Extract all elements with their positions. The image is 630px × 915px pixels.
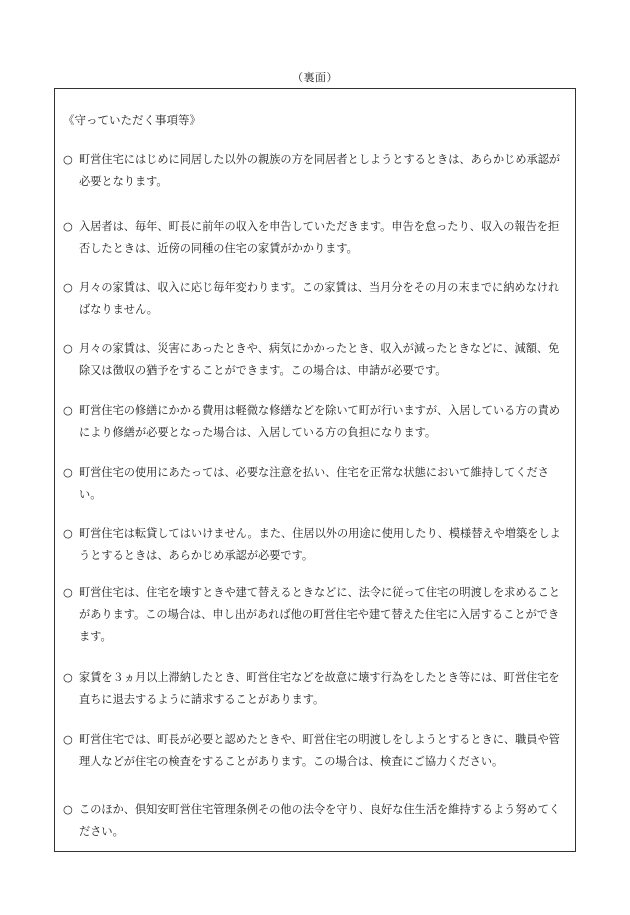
- bullet-circle-icon: ○: [63, 404, 73, 417]
- rule-item-9: [63, 667, 563, 711]
- section-heading: 《守っていただく事項等》: [63, 113, 201, 127]
- page-side-label: （裏面）: [292, 71, 338, 84]
- rule-item-5: [63, 400, 563, 444]
- rule-text: 町営住宅は転貸してはいけません。また、住居以外の用途に使用したり、模様替えや増築をしようとするときは、あらかじめ承認が必要です。: [79, 527, 561, 562]
- bullet-circle-icon: ○: [63, 527, 73, 540]
- bullet-circle-icon: ○: [63, 803, 73, 816]
- rule-text: 月々の家賃は、収入に応じ毎年変わります。この家賃は、当月分をその月の末までに納めなければなりません。: [79, 281, 560, 316]
- rule-item-1: [63, 149, 563, 193]
- rule-text: 家賃を３ヵ月以上滞納したとき、町営住宅などを故意に壊す行為をしたとき等には、町営住宅を直ちに退去するように請求することがあります。: [79, 671, 560, 706]
- rule-item-10: [63, 729, 563, 773]
- rule-item-11: [63, 799, 563, 843]
- bullet-circle-icon: ○: [63, 153, 73, 166]
- bullet-circle-icon: ○: [63, 281, 73, 294]
- bullet-circle-icon: ○: [63, 671, 73, 684]
- rule-text: 町営住宅の修繕にかかる費用は軽微な修繕などを除いて町が行いますが、入居している方の責めにより修繕が必要となった場合は、入居している方の負担になります。: [79, 404, 561, 439]
- rule-text: 町営住宅の使用にあたっては、必要な注意を払い、住宅を正常な状態において維持してください。: [79, 466, 549, 501]
- bullet-circle-icon: ○: [63, 586, 73, 599]
- rule-text: このほか、倶知安町営住宅管理条例その他の法令を守り、良好な住生活を維持するよう努めてください。: [79, 803, 561, 838]
- rule-item-3: [63, 277, 563, 321]
- rule-item-4: [63, 338, 563, 382]
- bullet-circle-icon: ○: [63, 220, 73, 233]
- rule-item-2: [63, 216, 563, 260]
- rule-item-6: [63, 462, 563, 506]
- rule-item-8: [63, 582, 563, 648]
- rule-text: 町営住宅は、住宅を壊すときや建て替えるときなどに、法令に従って住宅の明渡しを求めることがあります。この場合は、申し出があれば他の町営住宅や建て替えた住宅に入居することができます。: [79, 586, 561, 643]
- rule-text: 町営住宅にはじめに同居した以外の親族の方を同居者としようとするときは、あらかじめ承認が必要となります。: [79, 153, 561, 188]
- rule-text: 月々の家賃は、災害にあったときや、病気にかかったとき、収入が減ったときなどに、減額、免除又は徴収の猶予をすることができます。この場合は、申請が必要です。: [79, 342, 560, 377]
- rules-box: [54, 88, 576, 852]
- rule-text: 町営住宅では、町長が必要と認めたときや、町営住宅の明渡しをしようとするときに、職員や管理人などが住宅の検査をすることがあります。この場合は、検査にご協力ください。: [79, 733, 560, 768]
- rule-text: 入居者は、毎年、町長に前年の収入を申告していただきます。申告を怠ったり、収入の報告を拒否したときは、近傍の同種の住宅の家賃がかかります。: [79, 220, 560, 255]
- bullet-circle-icon: ○: [63, 466, 73, 479]
- rule-item-7: [63, 523, 563, 567]
- bullet-circle-icon: ○: [63, 733, 73, 746]
- bullet-circle-icon: ○: [63, 342, 73, 355]
